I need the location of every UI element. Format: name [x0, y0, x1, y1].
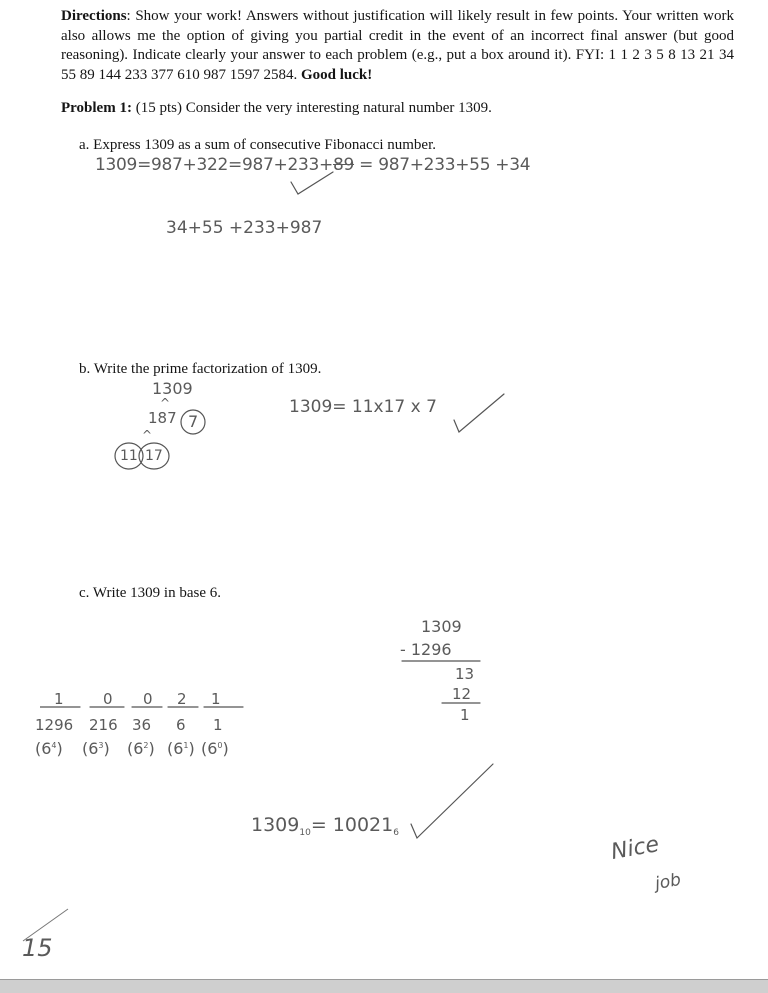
division-line-5: 1 — [460, 706, 470, 724]
factor-tree-root: 1309 — [152, 379, 193, 398]
final-base-10: 10 — [299, 828, 311, 838]
part-b-answer: 1309= 11x17 x 7 — [289, 397, 437, 417]
base-6-digit-5: 1 — [211, 690, 221, 708]
place-value-216: 216 — [89, 716, 118, 734]
grader-score: 15 — [22, 934, 53, 962]
factor-tree-7: 7 — [188, 412, 199, 431]
division-rules — [400, 655, 490, 710]
score-slash-mark — [18, 905, 78, 945]
grader-comment-nice: Nice — [609, 832, 662, 865]
place-value-1: 1 — [213, 716, 223, 734]
problem-1-label: Problem 1: — [61, 100, 132, 116]
base-6-digit-lines — [40, 700, 250, 712]
part-a-crossed-out: 89 — [332, 155, 355, 175]
part-a-work-line-2: 34+55 +233+987 — [166, 218, 323, 238]
place-value-1296: 1296 — [35, 716, 74, 734]
base-6-digit-3: 0 — [143, 690, 153, 708]
division-line-3: 13 — [455, 665, 475, 683]
factor-tree-11: 11 — [120, 448, 138, 464]
part-a-work-start: 1309=987+322=987+233+ — [95, 155, 333, 175]
base-6-digit-1: 1 — [54, 690, 64, 708]
part-b-checkmark — [450, 390, 510, 440]
part-a-question: a. Express 1309 as a sum of consecutive Fibonacci number. — [79, 137, 436, 153]
part-c-question: c. Write 1309 in base 6. — [79, 585, 222, 601]
scan-bottom-edge — [0, 979, 768, 993]
power-6-3: $(6^3)$ — [82, 739, 110, 758]
part-c-checkmark — [405, 760, 500, 845]
problem-1-text: (15 pts) Consider the very interesting natural number 1309. — [135, 100, 492, 116]
problem-1-heading — [61, 99, 492, 119]
part-b-question: b. Write the prime factorization of 1309. — [79, 361, 322, 377]
division-line-2: - 1296 — [400, 640, 452, 659]
power-6-0: $(6^0)$ — [201, 739, 229, 758]
power-6-1: $(6^1)$ — [167, 739, 195, 758]
grader-comment-job: job — [653, 869, 683, 895]
factor-tree-circles — [108, 400, 218, 475]
base-6-digit-4: 2 — [177, 690, 187, 708]
factor-tree-caret: ^ — [160, 396, 171, 410]
part-a-checkmark — [285, 170, 345, 205]
factor-tree-187: 187 — [148, 409, 177, 427]
directions-label: Directions — [61, 8, 127, 24]
division-line-1: 1309 — [421, 617, 462, 636]
part-c-final-answer — [251, 814, 399, 838]
power-6-4: $(6^4)$ — [35, 739, 63, 758]
part-a-work-end: = 987+233+55 +34 — [359, 155, 531, 175]
factor-tree-caret-2: ^ — [142, 428, 153, 442]
good-luck-text: Good luck! — [301, 66, 373, 83]
place-value-36: 36 — [132, 716, 152, 734]
base-6-digit-2: 0 — [103, 690, 113, 708]
final-1309: 1309 — [251, 814, 300, 836]
division-line-4: 12 — [452, 685, 472, 703]
place-value-6: 6 — [176, 716, 186, 734]
factor-tree-17: 17 — [145, 448, 163, 464]
power-6-2: $(6^2)$ — [127, 739, 155, 758]
directions-paragraph — [61, 7, 734, 85]
final-base-6: 6 — [393, 828, 399, 838]
final-equals: = 10021 — [310, 814, 394, 836]
directions-text: : Show your work! Answers without justification will likely result in few points. Your written work also allows me the option of giving you partial credit in the event of an incorrect final answer (but good reasoning). Indicate clearly your answer to each problem (e.g., put a box around it). FYI: 1 1 2 3 5 8 13 21 34 55 89 144 233 377 610 987 1597 2584. — [61, 8, 734, 83]
